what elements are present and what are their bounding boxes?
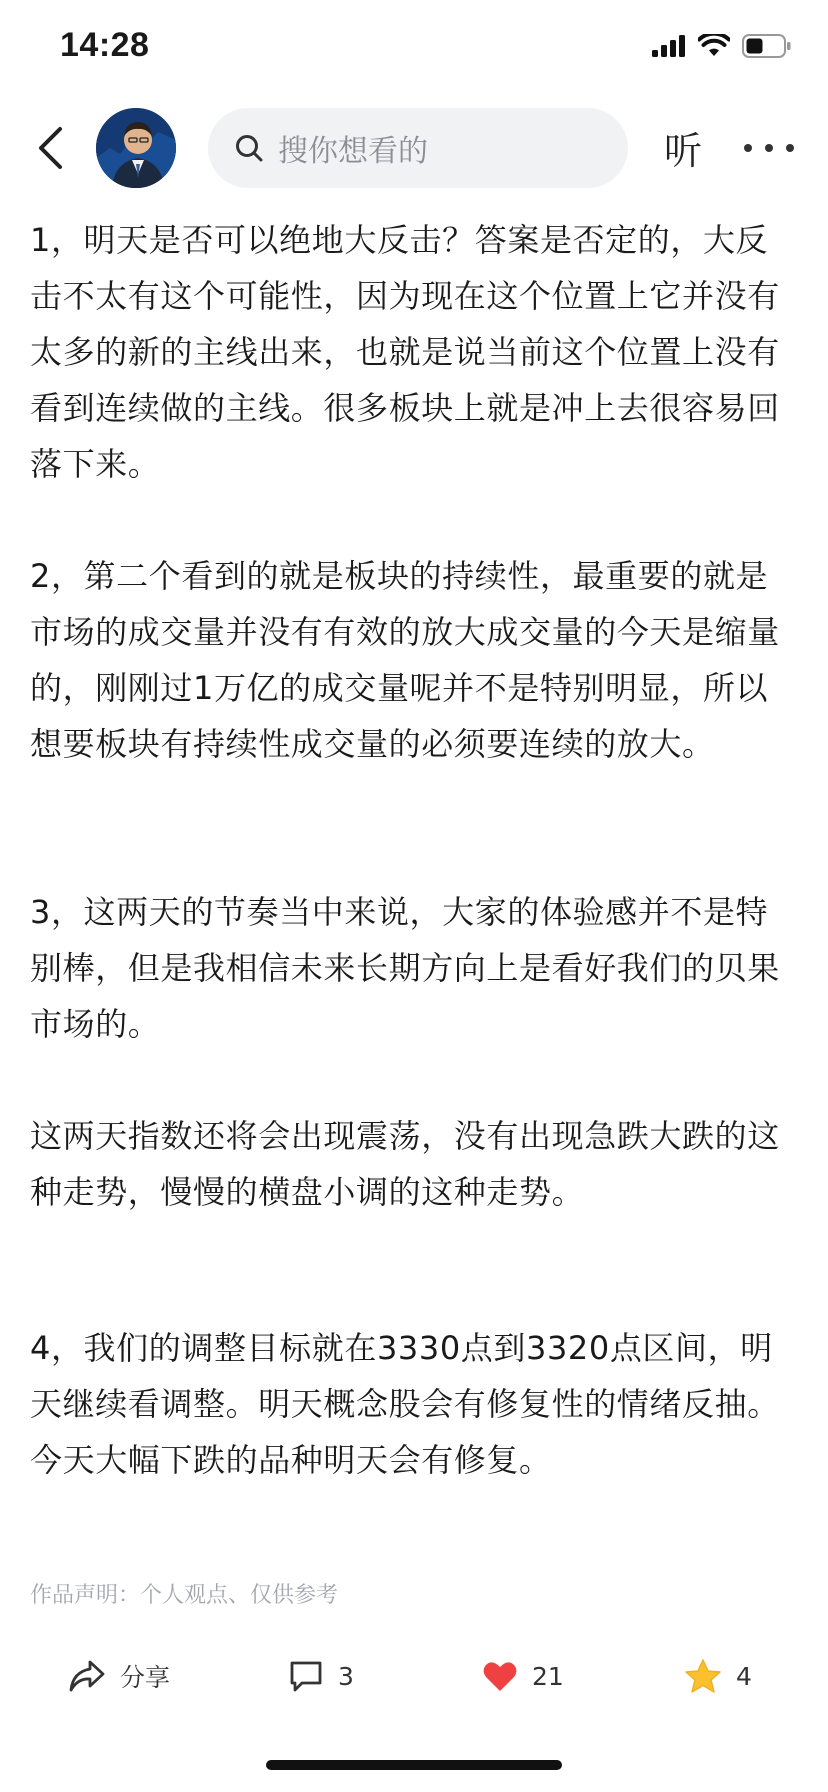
search-placeholder: 搜你想看的 (278, 134, 428, 169)
share-icon (68, 1659, 106, 1693)
wifi-icon (698, 34, 730, 62)
battery-icon (742, 34, 792, 62)
comment-count: 3 (338, 1661, 354, 1691)
comment-button[interactable] (288, 1646, 354, 1706)
status-time: 14:28 (60, 26, 150, 64)
home-indicator[interactable] (266, 1760, 562, 1770)
status-icons (652, 34, 792, 62)
share-label: 分享 (120, 1663, 171, 1692)
paragraph-spacer (30, 1052, 800, 1108)
listen-button[interactable]: 听 (664, 129, 703, 173)
favorite-button[interactable] (684, 1646, 752, 1706)
more-button[interactable] (744, 124, 794, 172)
article-body (30, 212, 800, 1488)
share-button[interactable] (68, 1646, 170, 1706)
status-bar (0, 0, 828, 96)
comment-icon (288, 1659, 324, 1693)
more-icon-dot (744, 144, 752, 152)
star-icon (684, 1658, 722, 1694)
more-icon-dot (786, 144, 794, 152)
action-bar (0, 1646, 828, 1706)
back-button[interactable] (26, 122, 74, 174)
heart-icon (482, 1660, 518, 1692)
work-disclaimer: 作品声明：个人观点、仅供参考 (30, 1583, 339, 1608)
paragraph-spacer (30, 772, 800, 884)
like-button[interactable] (482, 1646, 564, 1706)
search-input[interactable] (208, 108, 628, 188)
article-paragraph: 1，明天是否可以绝地大反击？答案是否定的，大反击不太有这个可能性，因为现在这个位置上它并没有太多的新的主线出来，也就是说当前这个位置上没有看到连续做的主线。很多板块上就是冲上去很容易回落下来。 (30, 221, 780, 483)
like-count: 21 (532, 1661, 564, 1691)
article-paragraph: 4，我们的调整目标就在3330点到3320点区间，明天继续看调整。明天概念股会有修复性的情绪反抽。今天大幅下跌的品种明天会有修复。 (30, 1329, 780, 1479)
favorite-count: 4 (736, 1661, 752, 1691)
article-paragraph: 这两天指数还将会出现震荡，没有出现急跌大跌的这种走势，慢慢的横盘小调的这种走势。 (30, 1117, 780, 1211)
avatar[interactable] (96, 108, 176, 188)
top-nav (0, 104, 828, 192)
article-paragraph: 2，第二个看到的就是板块的持续性，最重要的就是市场的成交量并没有有效的放大成交量的今天是缩量的，刚刚过1万亿的成交量呢并不是特别明显，所以想要板块有持续性成交量的必须要连续的放大。 (30, 557, 780, 763)
signal-icon (652, 35, 686, 61)
search-icon (232, 131, 266, 165)
paragraph-spacer (30, 1220, 800, 1320)
paragraph-spacer (30, 492, 800, 548)
chevron-left-icon (36, 126, 64, 170)
more-icon-dot (765, 144, 773, 152)
article-paragraph: 3，这两天的节奏当中来说，大家的体验感并不是特别棒，但是我相信未来长期方向上是看好我们的贝果市场的。 (30, 893, 780, 1043)
